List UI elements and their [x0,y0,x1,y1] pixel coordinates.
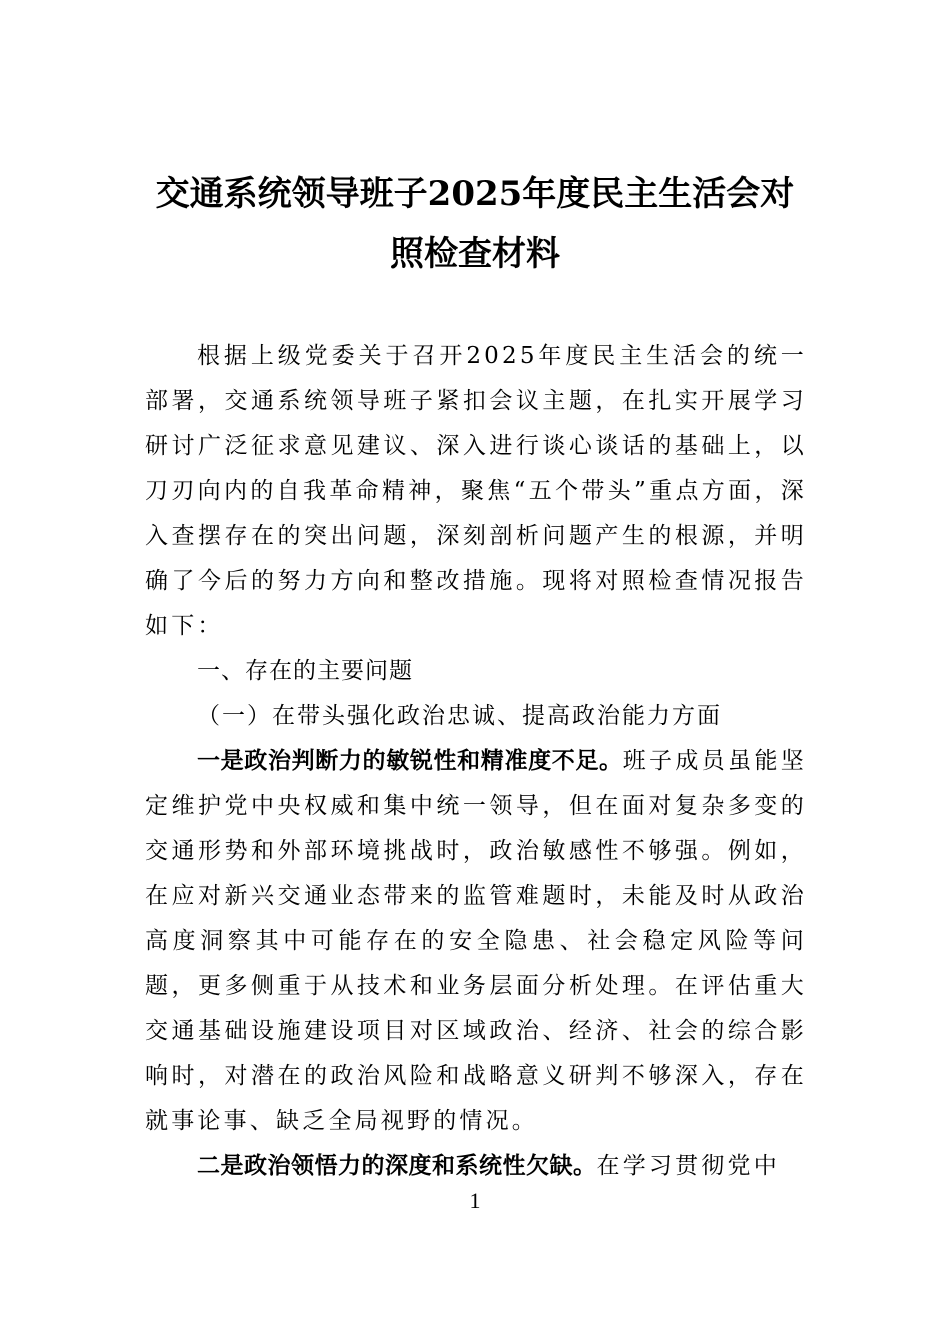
point-paragraph-2 [145,1144,807,1189]
point-2-text: 在学习贯彻党中 [596,1153,780,1179]
title-line-2: 照检查材料 [390,234,560,274]
subsection-heading: （一）在带头强化政治忠诚、提高政治能力方面 [197,703,722,729]
section-heading: 一、存在的主要问题 [197,658,413,684]
page-number: 1 [469,1188,481,1213]
intro-paragraph: 根据上级党委关于召开2025年度民主生活会的统一部署，交通系统领导班子紧扣会议主题，在扎实开展学习研讨广泛征求意见建议、深入进行谈心谈话的基础上，以刀刃向内的自我革命精神，聚焦“五个带头”重点方面，深入查摆存在的突出问题，深刻剖析问题产生的根源，并明确了今后的努力方向和整改措施。现将对照检查情况报告如下： [145,343,807,639]
point-1-text: 班子成员虽能坚定维护党中央权威和集中统一领导，但在面对复杂多变的交通形势和外部环境挑战时，政治敏感性不够强。例如，在应对新兴交通业态带来的监管难题时，未能及时从政治高度洞察其中可能存在的安全隐患、社会稳定风险等问题，更多侧重于从技术和业务层面分析处理。在评估重大交通基础设施建设项目对区域政治、经济、社会的综合影响时，对潜在的政治风险和战略意义研判不够深入，存在就事论事、缺乏全局视野的情况。 [145,748,808,1134]
point-1-lead: 一是政治判断力的敏锐性和精准度不足。 [197,748,623,774]
point-2-lead: 二是政治领悟力的深度和系统性欠缺。 [197,1153,597,1179]
document-title [140,164,810,284]
title-line-1: 交通系统领导班子2025年度民主生活会对 [155,174,795,214]
document-body [145,334,807,1189]
point-paragraph-1 [145,739,807,1144]
